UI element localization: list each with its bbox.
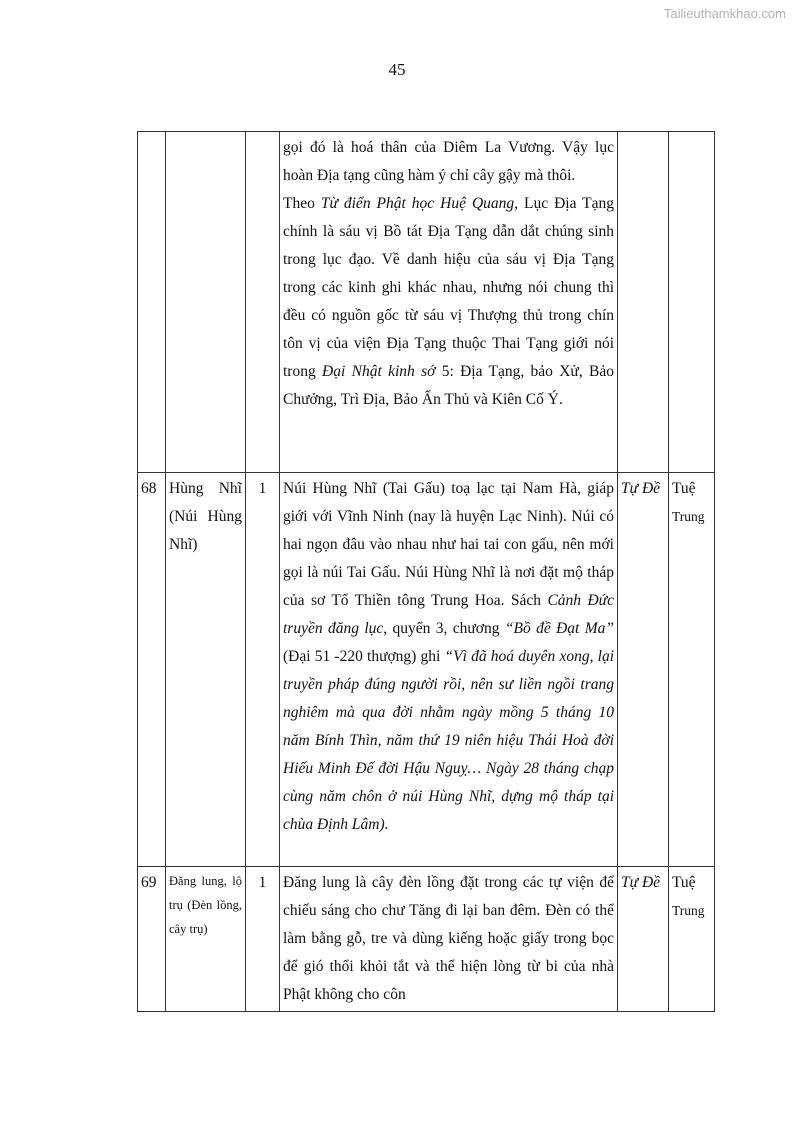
table-row	[138, 867, 715, 1012]
description-paragraph	[283, 190, 614, 414]
row-number-cell: 68	[138, 473, 166, 867]
author-cell	[669, 867, 715, 1012]
description-paragraph	[283, 134, 614, 190]
count-cell: 1	[246, 867, 280, 1012]
row-number-cell: 69	[138, 867, 166, 1012]
italic-text: “Vì đã hoá duyên xong, lại truyền pháp đúng người rồi, nên sư liền ngồi trang nghiêm mà qua đời nhằm ngày mồng 5 tháng 10 năm Bính Thìn, năm thứ 19 niên hiệu Thái Hoà đời Hiếu Minh Đế đời Hậu Nguỵ… Ngày 28 tháng chạp cùng năm chôn ở núi Hùng Nhĩ, dựng mộ tháp tại chùa Định Lâm).	[283, 648, 614, 833]
author-line: Tuệ	[672, 480, 696, 497]
source-cell: Tự Đề	[618, 867, 669, 1012]
description-cell	[280, 132, 618, 473]
term-cell: Hùng Nhĩ (Núi Hùng Nhĩ)	[166, 473, 246, 867]
row-number-cell	[138, 132, 166, 473]
table-row	[138, 132, 715, 473]
description-paragraph	[283, 869, 614, 1009]
author-cell	[669, 473, 715, 867]
table-row	[138, 473, 715, 867]
watermark: Tailieuthamkhao.com	[663, 6, 786, 21]
page-number: 45	[388, 60, 406, 79]
term-cell	[166, 132, 246, 473]
italic-text: Từ điển Phật học Huệ Quang,	[320, 195, 519, 212]
text-run: (Đại 51 -220 thượng) ghi	[283, 648, 445, 665]
italic-text: Cảnh Đức truyền đăng lục	[283, 592, 614, 637]
text-run: , quyển 3, chương	[383, 620, 505, 637]
description-cell	[280, 867, 618, 1012]
italic-text: Đại Nhật kinh sớ	[322, 363, 436, 380]
count-cell: 1	[246, 473, 280, 867]
author-line: Trung	[672, 509, 705, 524]
text-run: gọi đó là hoá thân của Diêm La Vương. Vậy lục hoàn Địa tạng cũng hàm ý chỉ cây gậy mà thôi.	[283, 139, 614, 184]
author-line: Tuệ	[672, 874, 696, 891]
text-run: Theo	[283, 195, 321, 212]
italic-text: “Bồ đề Đạt Ma”	[504, 620, 614, 637]
text-run: 5: Địa Tạng, bảo Xử, Bảo Chưởng, Trì Địa, Bảo Ấn Thủ và Kiên Cố Ý.	[283, 363, 614, 408]
count-cell	[246, 132, 280, 473]
description-paragraph	[283, 475, 614, 839]
description-cell	[280, 473, 618, 867]
glossary-table	[137, 131, 715, 1012]
text-run: Đăng lung là cây đèn lồng đặt trong các tự viện để chiếu sáng cho chư Tăng đi lại ban đêm. Đèn có thể làm bằng gỗ, tre và dùng kiếng hoặc giấy trong bọc để gió thổi khỏi tắt và thể hiện lòng từ bi của nhà Phật không cho côn	[283, 874, 614, 1003]
author-cell	[669, 132, 715, 473]
text-run: Núi Hùng Nhĩ (Tai Gấu) toạ lạc tại Nam Hà, giáp giới với Vĩnh Ninh (nay là huyện Lạc Ninh). Núi có hai ngọn đâu vào nhau như hai tai con gấu, nên mới gọi là núi Tai Gấu. Núi Hùng Nhĩ là nơi đặt mộ tháp của sơ Tổ Thiền tông Trung Hoa. Sách	[283, 480, 614, 609]
source-cell	[618, 132, 669, 473]
text-run: Lục Địa Tạng chính là sáu vị Bồ tát Địa Tạng dẫn dắt chúng sinh trong lục đạo. Về danh hiệu của sáu vị Địa Tạng trong các kinh ghi khác nhau, nhưng nói chung thì đều có nguồn gốc từ sáu vị Thượng thủ trong chín tôn vị của viện Địa Tạng thuộc Thai Tạng giới nói trong	[283, 195, 614, 380]
source-cell: Tự Đề	[618, 473, 669, 867]
author-line: Trung	[672, 903, 705, 918]
term-cell: Đăng lung, lộ trụ (Đèn lồng, cây trụ)	[166, 867, 246, 1012]
